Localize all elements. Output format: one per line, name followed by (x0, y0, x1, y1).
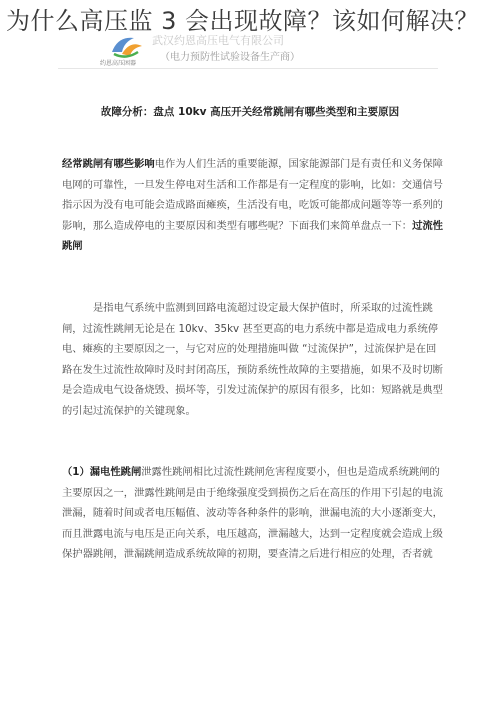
paragraph-leakage-text: 泄露性跳闸相比过流性跳闸危害程度要小，但也是造成系统跳闸的主要原因之一，泄露性跳闸是由于绝缘强度受到损伤之后在高压的作用下引起的电流泄漏，随着时间或者电压幅值、波动等各种条件的影响，泄漏电流的大小逐渐变大，而且泄露电流与电压是正向关系，电压越高，泄漏越大，达到一定程度就会造成上级保护器跳闸，泄漏跳闸造成系统故障的初期，要查清之后进行相应的处理，否者就 (62, 466, 443, 560)
paragraph-overcurrent-text: 是指电气系统中监测到回路电流超过设定最大保护值时，所采取的过流性跳闸，过流性跳闸无论是在 10kv、35kv 甚至更高的电力系统中都是造成电力系统停电、瘫痪的主要原因之一，与它对应的处理措施叫做 “过流保护”，过流保护是在回路在发生过流性故障时及时封闭高压，预防系统性故障的主要措施，如果不及时切断是会造成电气设备烧毁、损坏等，引发过流保护的原因有很多，比如：短路就是典型的引起过流保护的关键现象。 (62, 302, 443, 417)
company-name-watermark: 武汉约恩高压电气有限公司 (152, 34, 284, 47)
logo-caption: 约恩高压困器 (100, 60, 137, 67)
paragraph-impact (62, 154, 444, 257)
paragraph-leakage (62, 462, 444, 565)
company-subtitle: （电力预防性试验设备生产商） (160, 52, 300, 63)
header-divider (58, 68, 438, 69)
paragraph-impact-text: 电作为人们生活的重要能源，国家能源部门是有责任和义务保障电网的可靠性，一旦发生停电对生活和工作都是有一定程度的影响，比如：交通信号指示因为没有电可能会造成路面瘫痪，生活没有电，吃饭可能都成问题等等一系列的影响，那么造成停电的主要原因和类型有哪些呢？下面我们来简单盘点一下： (62, 158, 443, 232)
paragraph-impact-tail: 过流性跳闸 (62, 219, 443, 252)
document-title: 故障分析：盘点 10kv 高压开关经常跳闸有哪些类型和主要原因 (100, 106, 400, 118)
paragraph-overcurrent (62, 298, 444, 421)
document-letterhead (100, 30, 434, 72)
page-headline: 为什么高压监 3 会出现故障？该如何解决？ (6, 7, 480, 35)
paragraph-leakage-lead: （1）漏电性跳闸 (62, 466, 142, 478)
paragraph-impact-lead: 经常跳闸有哪些影响 (62, 158, 155, 170)
